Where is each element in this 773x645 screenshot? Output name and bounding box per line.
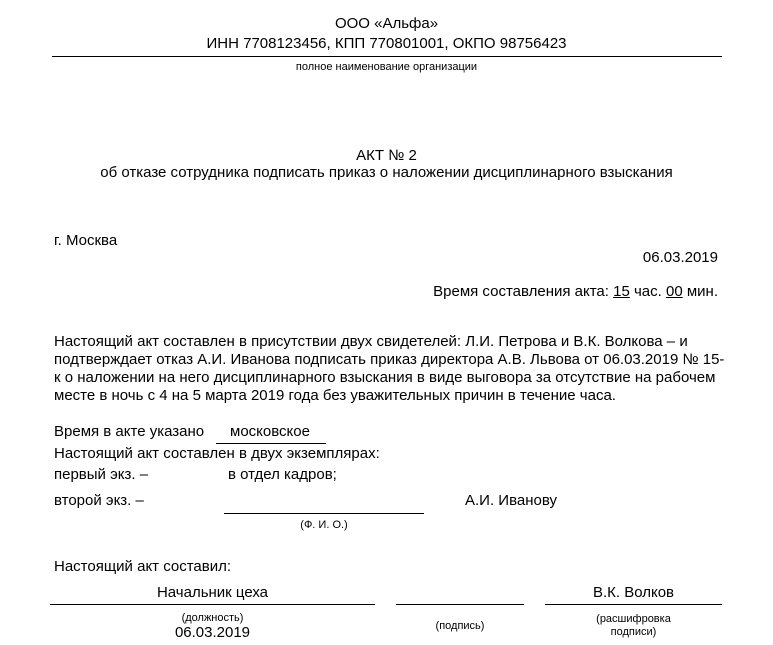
org-codes: ИНН 7708123456, КПП 770801001, ОКПО 98756423 <box>206 35 567 52</box>
position-caption: (должность) <box>181 612 244 624</box>
name-caption-line2: подписи) <box>610 626 657 638</box>
compiled-label: Настоящий акт составил: <box>54 558 232 575</box>
timezone-value: московское <box>230 423 310 440</box>
first-copy-destination: в отдел кадров; <box>228 466 337 483</box>
time-hours: 15 <box>613 283 630 300</box>
body-line: подтверждает отказ А.И. Иванова подписать приказ директора А.В. Львова от 06.03.2019 № 15- <box>54 351 725 368</box>
second-copy-recipient: А.И. Иванову <box>465 492 557 509</box>
act-subject: об отказе сотрудника подписать приказ о наложении дисциплинарного взыскания <box>100 164 673 181</box>
body-line: месте в ночь с 4 на 5 марта 2019 года без уважительных причин в течение часа. <box>54 387 616 404</box>
compiler-position: Начальник цеха <box>156 584 269 601</box>
time-minutes: 00 <box>665 283 683 300</box>
time-hours-unit: час. <box>633 283 662 300</box>
copies-intro: Настоящий акт составлен в двух экземплярах: <box>54 445 380 462</box>
body-line: Настоящий акт составлен в присутствии двух свидетелей: Л.И. Петрова и В.К. Волкова – и <box>54 333 688 350</box>
position-underline <box>50 604 375 605</box>
fio-underline <box>224 513 424 514</box>
act-time <box>433 283 718 301</box>
name-caption-line1: (расшифровка <box>596 613 671 625</box>
signature-caption: (подпись) <box>435 620 485 632</box>
timezone-label: Время в акте указано <box>54 423 205 440</box>
second-copy-label: второй экз. – <box>54 492 144 509</box>
name-underline <box>545 604 722 605</box>
act-date: 06.03.2019 <box>642 249 718 266</box>
first-copy-label: первый экз. – <box>54 466 149 483</box>
act-body <box>54 333 725 405</box>
signature-underline <box>396 604 524 605</box>
timezone-underline <box>216 443 326 444</box>
org-caption: полное наименование организации <box>295 61 478 73</box>
place: г. Москва <box>54 232 118 249</box>
org-underline <box>52 56 722 57</box>
org-name: ООО «Альфа» <box>334 15 439 32</box>
time-label: Время составления акта: <box>433 283 609 300</box>
time-minutes-unit: мин. <box>686 283 718 300</box>
fio-caption: (Ф. И. О.) <box>300 519 348 531</box>
act-title: АКТ № 2 <box>356 147 417 164</box>
body-line: к о наложении на него дисциплинарного взыскания в виде выговора за отсутствие на рабочем <box>54 369 716 386</box>
compiler-name: В.К. Волков <box>592 584 675 601</box>
compiled-date: 06.03.2019 <box>174 624 251 641</box>
